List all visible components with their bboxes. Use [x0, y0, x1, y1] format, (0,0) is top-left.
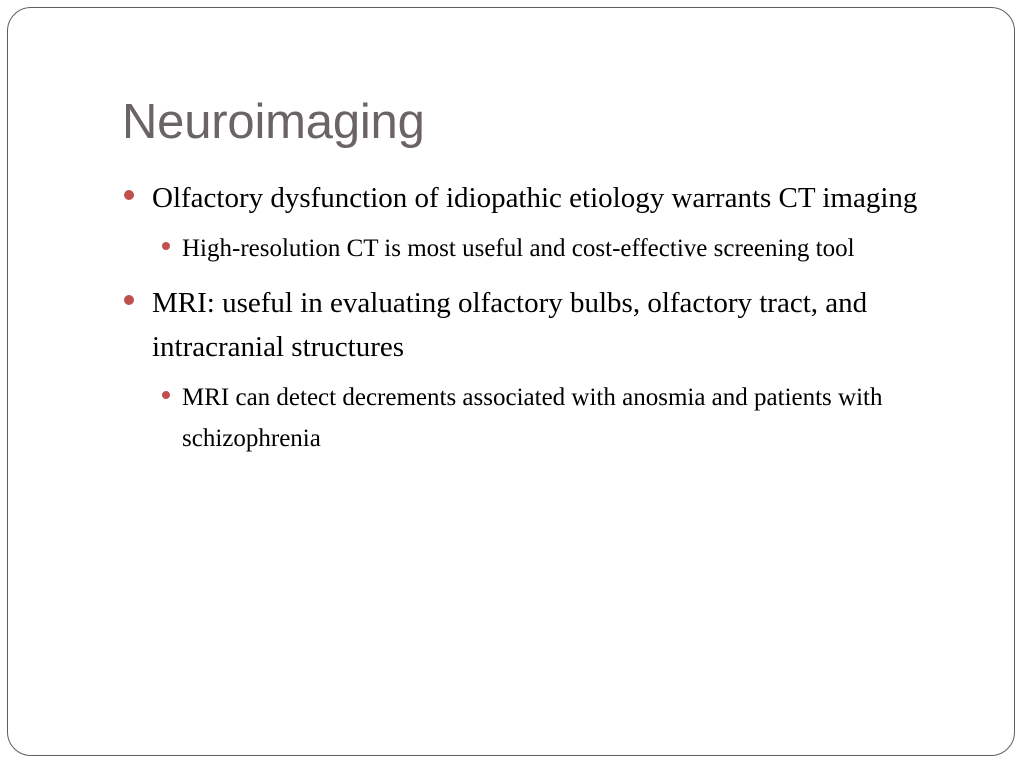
- bullet-dot-icon: [162, 242, 170, 250]
- bullet-text: MRI: useful in evaluating olfactory bulbs, olfactory tract, and intracranial structures: [152, 287, 868, 363]
- bullet-item: [122, 176, 992, 220]
- sub-bullet-item: [122, 228, 992, 269]
- sub-bullet-item: [122, 377, 992, 459]
- bullet-dot-icon: [124, 295, 134, 305]
- bullet-dot-icon: [162, 391, 170, 399]
- bullet-text: Olfactory dysfunction of idiopathic etiology warrants CT imaging: [152, 182, 918, 214]
- slide-frame: [7, 7, 1015, 756]
- slide-title: Neuroimaging: [122, 95, 425, 149]
- sub-bullet-text: High-resolution CT is most useful and cost-effective screening tool: [182, 235, 855, 262]
- bullet-item: [122, 281, 992, 369]
- bullet-dot-icon: [124, 190, 134, 200]
- sub-bullet-text: MRI can detect decrements associated with anosmia and patients with schizophrenia: [182, 384, 883, 452]
- slide-body: [122, 176, 992, 471]
